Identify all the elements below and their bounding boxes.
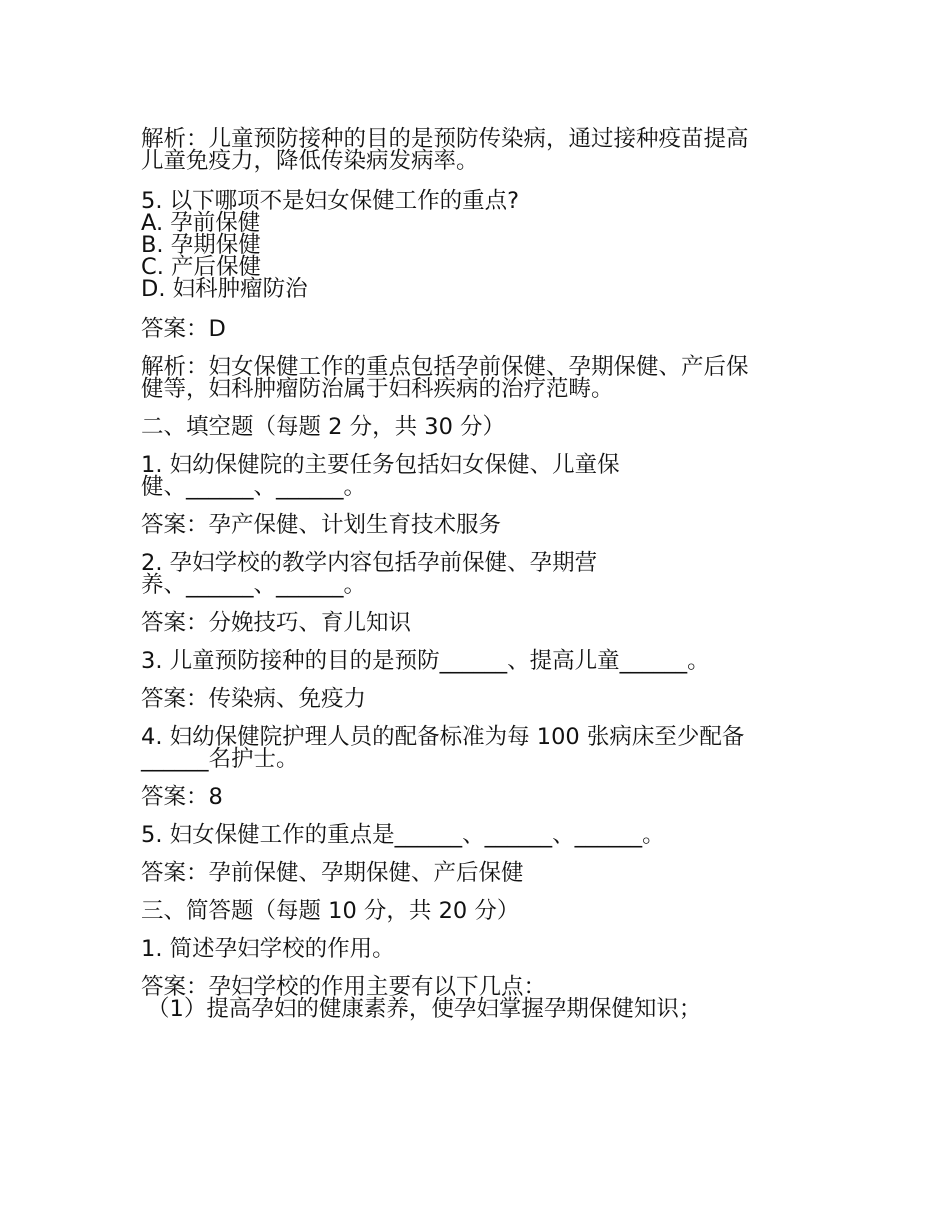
text-line: 儿童免疫力，降低传染病发病率。 [141,148,479,174]
answer-q5 [141,318,821,340]
text-line: ______名护士。 [141,746,299,772]
text-line: 5. 妇女保健工作的重点是______、______、______。 [141,822,665,848]
answer-text: 答案：传染病、免疫力 [141,686,367,712]
text-line: 解析：妇女保健工作的重点包括孕前保健、孕期保健、产后保 [141,354,749,380]
option-b: B. 孕期保健 [141,232,261,258]
fill-question-1 [141,454,821,498]
text-line: 健、______、______。 [141,474,367,500]
text-line: 养、______、______。 [141,572,367,598]
section-title: 三、简答题（每题 10 分，共 20 分） [141,898,520,924]
fill-answer-1 [141,514,821,536]
fill-answer-4 [141,786,821,808]
fill-question-4 [141,726,821,770]
answer-text: 答案：8 [141,784,223,810]
section-heading-short-answer [141,900,821,922]
explanation-q5 [141,356,821,400]
section-title: 二、填空题（每题 2 分，共 30 分） [141,414,506,440]
fill-question-2 [141,552,821,596]
question-stem: 1. 简述孕妇学校的作用。 [141,936,395,962]
fill-question-3 [141,650,821,672]
option-d: D. 妇科肿瘤防治 [141,276,308,302]
text-line: 4. 妇幼保健院护理人员的配备标准为每 100 张病床至少配备 [141,724,745,750]
text-line: 健等，妇科肿瘤防治属于妇科疾病的治疗范畴。 [141,376,614,402]
document-page [141,128,821,1036]
fill-answer-2 [141,612,821,634]
short-question-1 [141,938,821,960]
explanation-q4 [141,128,821,172]
answer-point: （1）提高孕妇的健康素养，使孕妇掌握孕期保健知识； [147,996,702,1022]
answer-text: 答案：孕前保健、孕期保健、产后保健 [141,860,524,886]
section-heading-fill-blank [141,416,821,438]
question-5 [141,190,821,300]
answer-text: 答案：分娩技巧、育儿知识 [141,610,412,636]
fill-answer-3 [141,688,821,710]
text-line: 解析：儿童预防接种的目的是预防传染病，通过接种疫苗提高 [141,126,749,152]
fill-question-5 [141,824,821,846]
answer-text: 答案：孕妇学校的作用主要有以下几点： [141,974,547,1000]
option-c: C. 产后保健 [141,254,262,280]
text-line: 2. 孕妇学校的教学内容包括孕前保健、孕期营 [141,550,598,576]
text-line: 1. 妇幼保健院的主要任务包括妇女保健、儿童保 [141,452,620,478]
option-a: A. 孕前保健 [141,210,261,236]
answer-text: 答案：孕产保健、计划生育技术服务 [141,512,502,538]
question-stem: 5. 以下哪项不是妇女保健工作的重点? [141,188,520,214]
short-answer-1 [141,976,821,1020]
answer-text: 答案：D [141,316,226,342]
text-line: 3. 儿童预防接种的目的是预防______、提高儿童______。 [141,648,710,674]
fill-answer-5 [141,862,821,884]
